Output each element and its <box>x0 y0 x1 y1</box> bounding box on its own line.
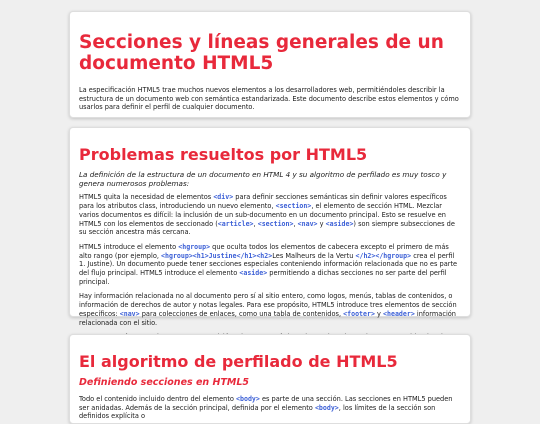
code-element-tag: <aside> <box>239 269 268 278</box>
paragraph-text: , <box>293 219 298 228</box>
code-element-tag: <section> <box>257 219 294 228</box>
problems-lead-paragraph: La definición de la estructura de un documento en HTML 4 y su algoritmo de perfilado es muy tosco y genera numerosos problemas: <box>79 170 447 189</box>
problems-paragraph-2 <box>79 243 461 287</box>
paragraph-text: para definir secciones semánticas sin definir valores específicos para los atributos class, introduciendo un nuevo elemento, <box>79 193 447 211</box>
code-element-tag: <body> <box>314 403 339 412</box>
paragraph-text: para colecciones de enlaces, como una tabla de contenidos, <box>139 309 344 318</box>
page-title: Secciones y líneas generales de un documento HTML5 <box>79 32 444 74</box>
code-element-tag: <hgroup> <box>178 242 211 251</box>
algorithm-card <box>69 334 471 424</box>
code-element-tag: <header> <box>383 309 415 318</box>
code-element-tag: <section> <box>275 202 312 211</box>
code-element-tag: <aside> <box>325 219 354 228</box>
section-title-problems: Problemas resueltos por HTML5 <box>79 145 368 164</box>
code-element-tag: <footer> <box>343 309 375 318</box>
problems-paragraph-3 <box>79 292 461 327</box>
code-element-tag: </h2></hgroup> <box>355 251 412 260</box>
problems-card <box>69 127 471 327</box>
paragraph-text: es parte de una sección. Las secciones en HTML5 pueden ser anidadas. Además de la sección principal, definida por el elemento <box>79 395 453 412</box>
problems-paragraph-1 <box>79 193 461 237</box>
intro-paragraph: La especificación HTML5 trae muchos nuevos elementos a los desarrolladores web, permitiéndoles describir la estructura de un documento web con semántica estandarizada. Este documento describe estos elementos y cómo usarlos para definir el perfil de cualquier documento. <box>79 86 459 112</box>
code-element-tag: <nav> <box>119 309 140 318</box>
code-element-tag: <hgroup><h1>Justine</h1><h2> <box>161 251 273 260</box>
paragraph-text: información relacionada con el sitio. <box>79 309 456 327</box>
paragraph-text: , el elemento de sección HTML. Mezclar varios documentos es difícil: la inclusión de un sub-documento en un documento principal. Esto se resuelve en HTML5 con los elementos de seccionado ( <box>79 202 446 228</box>
paragraph-text: HTML5 introduce el elemento <box>79 242 179 251</box>
paragraph-text: , los límites de la sección son definidos explícita o <box>79 403 436 421</box>
subsection-title-defining: Definiendo secciones en HTML5 <box>79 377 250 388</box>
paragraph-text: Hay información relacionada no al documento pero sí al sitio entero, como logos, menús, tablas de contenidos, o información de derechos de autor y notas legales. Para ese propósito, HTML5 introduce tres elementos de sección específicos: <box>79 292 457 318</box>
paragraph-text: y <box>374 309 384 318</box>
paragraph-text: HTML5 quita la necesidad de elementos <box>79 193 214 202</box>
paragraph-text: , <box>253 219 258 228</box>
section-title-algorithm: El algoritmo de perfilado de HTML5 <box>79 352 398 371</box>
paragraph-text: crea el perfil 1. Justine). Un documento puede tener secciones especiales conteniendo información relacionada que no es parte del flujo principal. HTML5 introduce el elemento <box>79 251 458 278</box>
paragraph-text: ) son siempre subsecciones de su sección ancestra más cercana. <box>79 219 455 237</box>
code-element-tag: <nav> <box>297 219 318 228</box>
paragraph-text: Les Malheurs de la Vertu <box>272 251 356 260</box>
paragraph-text: Todo el contenido incluido dentro del elemento <box>79 395 237 403</box>
algorithm-paragraph-1 <box>79 395 461 421</box>
paragraph-text: que oculta todos los elementos de cabecera excepto el primero de más alto rango (por ejemplo, <box>79 242 449 260</box>
code-element-tag: <article> <box>217 219 254 228</box>
intro-card <box>69 11 471 118</box>
code-element-tag: <div> <box>213 193 234 202</box>
code-element-tag: <body> <box>236 395 260 403</box>
paragraph-text: permitiendo a dichas secciones no ser parte del perfil principal. <box>79 269 447 286</box>
paragraph-text: y <box>317 219 326 228</box>
